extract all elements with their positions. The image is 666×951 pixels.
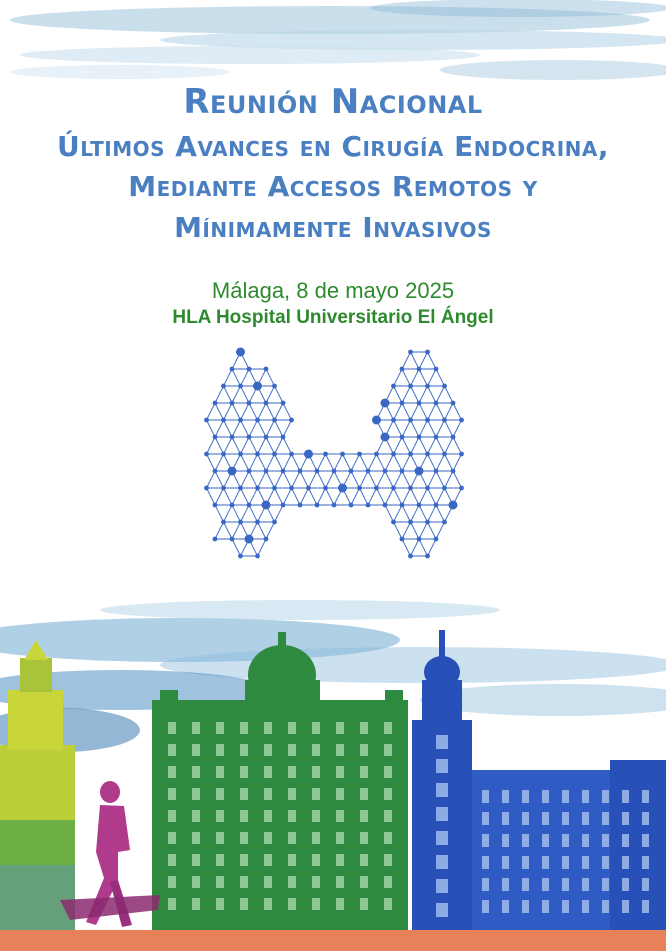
title-line-4: Mínimamente Invasivos	[174, 211, 492, 244]
bottom-color-strip	[0, 930, 666, 951]
title-line-3: Mediante Accesos Remotos y	[128, 170, 538, 203]
title-line-1: Reunión Nacional	[183, 82, 483, 122]
title-line-2: Últimos Avances en Cirugía Endocrina,	[56, 130, 609, 163]
event-date: Málaga, 8 de mayo 2025	[211, 278, 455, 303]
event-venue: HLA Hospital Universitario El Ángel	[172, 307, 494, 328]
